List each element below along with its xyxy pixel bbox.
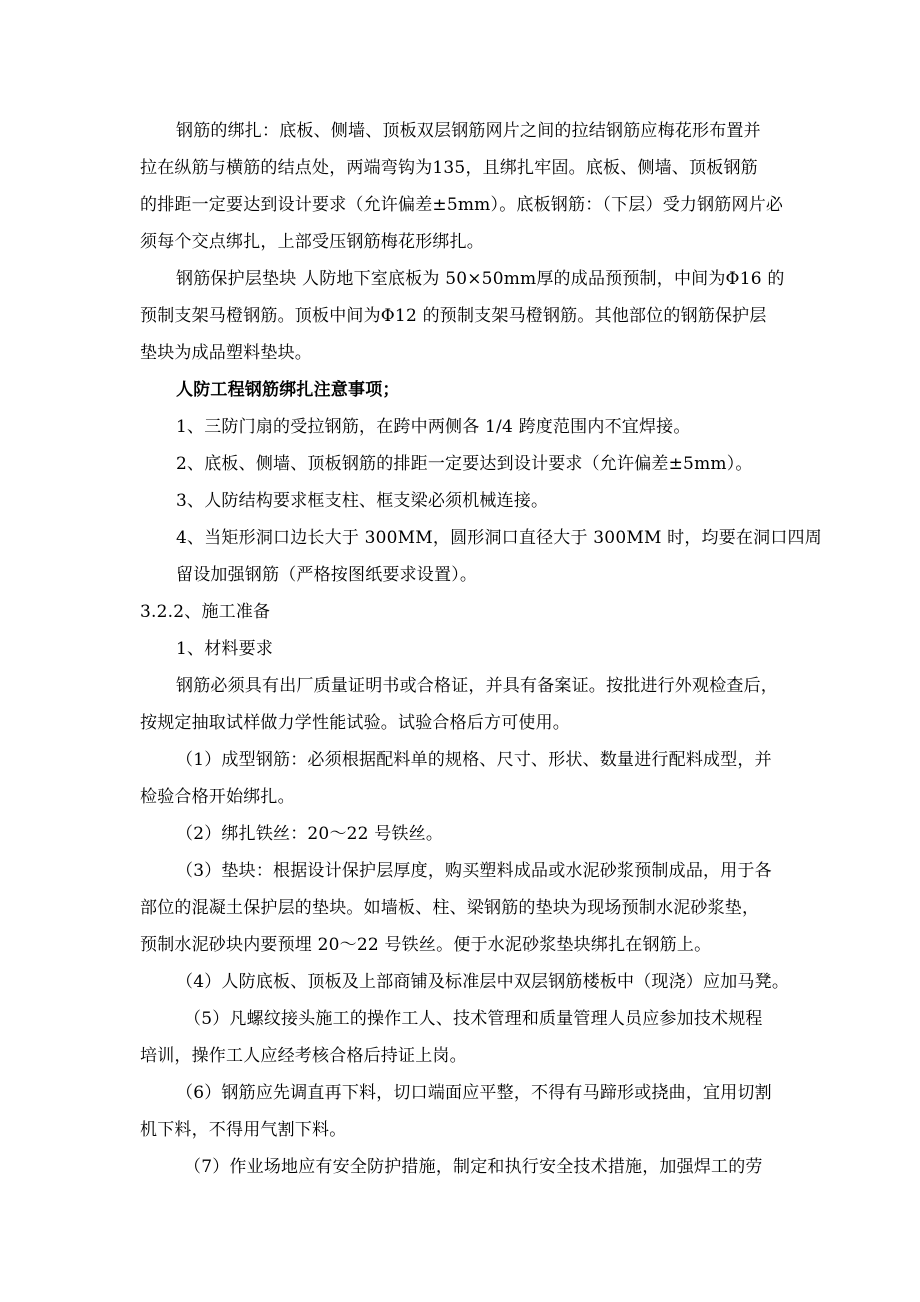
paragraph-line: 拉在纵筋与横筋的结点处，两端弯钩为135，且绑扎牢固。底板、侧墙、顶板钢筋	[140, 158, 758, 178]
section-number-heading: 3.2.2、施工准备	[140, 602, 271, 622]
list-item: 4、当矩形洞口边长大于 300MM，圆形洞口直径大于 300MM 时，均要在洞口四周	[176, 528, 822, 548]
list-item: 1、三防门扇的受拉钢筋，在跨中两侧各 1/4 跨度范围内不宜焊接。	[176, 417, 691, 437]
list-item: （4）人防底板、顶板及上部商铺及标准层中双层钢筋楼板中（现浇）应加马凳。	[176, 972, 790, 992]
list-item: （1）成型钢筋：必须根据配料单的规格、尺寸、形状、数量进行配料成型，并	[176, 750, 772, 770]
paragraph-line: 预制支架马橙钢筋。顶板中间为Φ12 的预制支架马橙钢筋。其他部位的钢筋保护层	[140, 306, 767, 326]
list-item: （7）作业场地应有安全防护措施，制定和执行安全技术措施，加强焊工的劳	[184, 1157, 763, 1177]
list-item: （2）绑扎铁丝：20～22 号铁丝。	[176, 824, 444, 844]
list-item: 3、人防结构要求框支柱、框支梁必须机械连接。	[176, 491, 549, 511]
paragraph-line: 钢筋保护层垫块 人防地下室底板为 50×50mm厚的成品预预制，中间为Φ16 的	[176, 269, 785, 289]
list-item: （3）垫块：根据设计保护层厚度，购买塑料成品或水泥砂浆预制成品，用于各	[176, 861, 772, 881]
list-item: （5）凡螺纹接头施工的操作工人、技术管理和质量管理人员应参加技术规程	[184, 1009, 763, 1029]
list-item-continuation: 培训，操作工人应经考核合格后持证上岗。	[140, 1046, 467, 1066]
list-item-continuation: 预制水泥砂块内要预埋 20～22 号铁丝。便于水泥砂浆垫块绑扎在钢筋上。	[140, 935, 712, 955]
list-item: 2、底板、侧墙、顶板钢筋的排距一定要达到设计要求（允许偏差±5mm）。	[176, 454, 753, 474]
list-item-continuation: 留设加强钢筋（严格按图纸要求设置）。	[176, 565, 478, 585]
list-item: （6）钢筋应先调直再下料，切口端面应平整，不得有马蹄形或挠曲，宜用切割	[176, 1083, 772, 1103]
list-item-continuation: 机下料，不得用气割下料。	[140, 1120, 347, 1140]
paragraph-line: 的排距一定要达到设计要求（允许偏差±5mm）。底板钢筋：（下层）受力钢筋网片必	[140, 195, 784, 215]
paragraph-line: 垫块为成品塑料垫块。	[140, 343, 312, 363]
paragraph-line: 须每个交点绑扎，上部受压钢筋梅花形绑扎。	[140, 232, 484, 252]
list-item-continuation: 检验合格开始绑扎。	[140, 787, 295, 807]
paragraph-line: 按规定抽取试样做力学性能试验。试验合格后方可使用。	[140, 713, 570, 733]
paragraph-line: 钢筋必须具有出厂质量证明书或合格证，并具有备案证。按批进行外观检查后，	[176, 676, 778, 696]
section-heading: 人防工程钢筋绑扎注意事项；	[176, 380, 400, 400]
list-item-continuation: 部位的混凝土保护层的垫块。如墙板、柱、梁钢筋的垫块为现场预制水泥砂浆垫，	[140, 898, 760, 918]
paragraph-line: 钢筋的绑扎：底板、侧墙、顶板双层钢筋网片之间的拉结钢筋应梅花形布置并	[176, 121, 761, 141]
subsection-heading: 1、材料要求	[176, 639, 274, 659]
